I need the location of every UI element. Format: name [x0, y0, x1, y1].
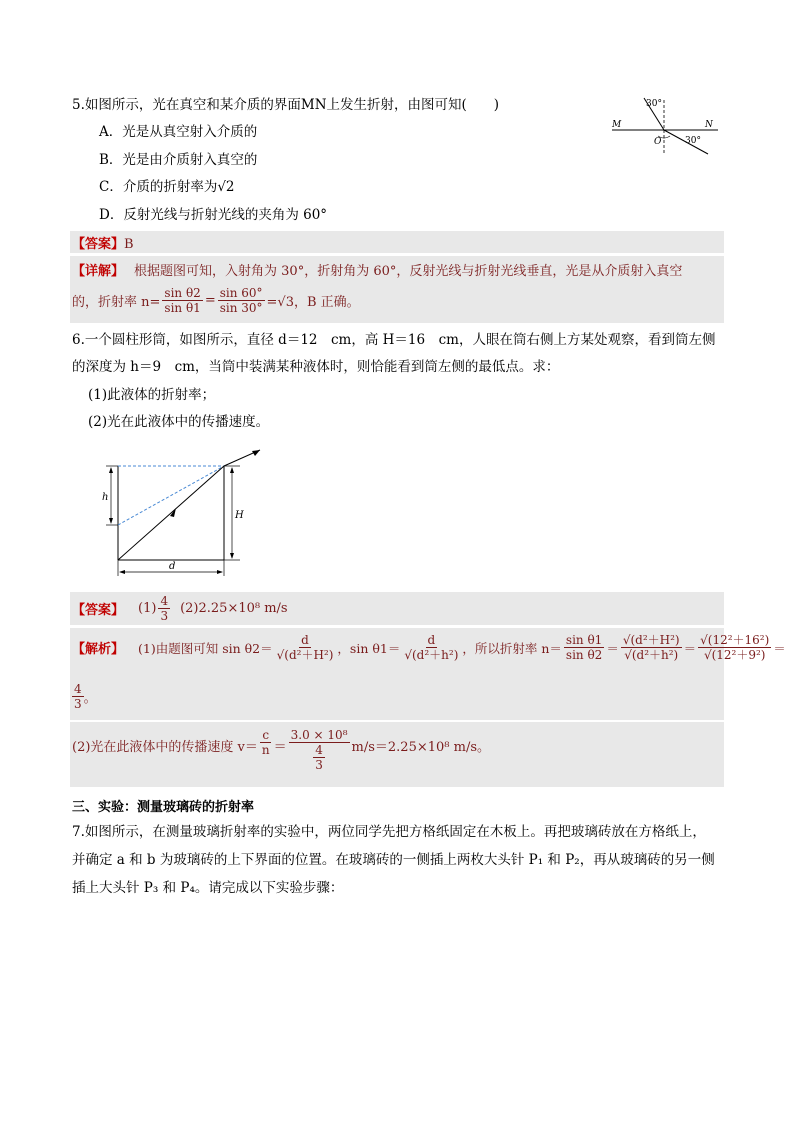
q5-detail-eq: =	[204, 293, 216, 308]
q6-stem-line1: 6.一个圆柱形筒，如图所示，直径 d＝12 cm，高 H＝16 cm，人眼在筒右侧上方某处观察，看到筒左侧	[72, 332, 716, 348]
q5-option-d: D．反射光线与折射光线的夹角为 60°	[99, 207, 328, 223]
q6-an-text-f: ＝	[773, 640, 786, 656]
q5-detail-n-label: 的，折射率 n=	[72, 295, 161, 310]
q5-detail-result: =√3，B 正确。	[266, 295, 360, 310]
q6-speed-text-c: m/s＝2.25×10⁸ m/s。	[351, 740, 490, 755]
q5-option-c: C．介质的折射率为√2	[99, 179, 235, 195]
q6-answer-tag: 【答案】	[72, 603, 125, 618]
q5-answer	[72, 233, 134, 252]
q6-answer-frac: $\frac{4}{3}$	[160, 594, 169, 623]
q5-fig-angle-top: 30°	[646, 99, 662, 109]
q5-detail-frac2: $\frac{\sin 60^\circ}{\sin 30^\circ}$	[219, 286, 263, 315]
q6-an-text-b: ，sin θ1＝	[337, 640, 401, 656]
q6-speed-frac2: 3.0 × 10⁸ 4 3	[290, 728, 348, 772]
q6-an-text-a: (1)由题图可知 sin θ2＝	[138, 640, 273, 656]
q6-an-frac1: $\frac{d}{\text{√(d²＋H²)}}$	[276, 633, 334, 662]
q6-cylinder-figure	[98, 448, 264, 578]
q6-speed-frac1: $\frac{c}{n}$	[261, 728, 270, 757]
section3-title: 三、实验：测量玻璃砖的折射率	[72, 800, 255, 815]
q5-option-b: B．光是由介质射入真空的	[99, 152, 258, 168]
q6-speed-line	[72, 728, 490, 772]
q7-line3: 插上大头针 P₃ 和 P₄。请完成以下实验步骤：	[72, 880, 344, 896]
q6-analysis-line2	[72, 682, 97, 711]
q7-line1: 7.如图所示，在测量玻璃折射率的实验中，两位同学先把方格纸固定在木板上。再把玻璃砖放在方格纸上，	[72, 824, 706, 840]
q5-detail-text: 根据题图可知，入射角为 30°，折射角为 60°，反射光线与折射光线垂直，光是从介质射入真空	[134, 264, 683, 279]
q6-an-result-frac: $\frac{4}{3}$	[74, 682, 82, 711]
q6-analysis-line1	[72, 633, 786, 662]
q5-answer-band	[70, 231, 724, 253]
q5-detail-line1	[72, 260, 682, 279]
q6-an-text-d: ＝	[606, 640, 619, 656]
q5-fig-label-n: N	[705, 120, 713, 130]
q6-an-frac4: $\frac{\text{√(d²＋H²)}}{\text{√(d²＋h²)}}$	[622, 633, 680, 662]
q5-detail-tag: 【详解】	[72, 264, 125, 279]
q6-fig-label-h: h	[102, 492, 109, 503]
q7-line2: 并确定 a 和 b 为玻璃砖的上下界面的位置。在玻璃砖的一侧插上两枚大头针 P₁ 和 P₂，再从玻璃砖的另一侧	[72, 852, 715, 868]
q6-speed-text-b: ＝	[273, 740, 287, 755]
q6-answer-part1-label: (1)	[138, 601, 157, 616]
q6-sub2: (2)光在此液体中的传播速度。	[88, 414, 270, 430]
q6-speed-text-a: (2)光在此液体中的传播速度 v＝	[72, 740, 258, 755]
q6-an-frac5: $\frac{\text{√(12²＋16²)}}{\text{√(12²＋9²)}}$	[700, 633, 770, 662]
q6-analysis-tag: 【解析】	[72, 642, 125, 657]
q6-an-frac2: $\frac{d}{\text{√(d²＋h²)}}$	[404, 633, 459, 662]
q6-fig-label-d: d	[169, 561, 176, 572]
q6-answer-part2: (2)2.25×10⁸ m/s	[180, 601, 288, 616]
q6-an-result-tail: 。	[83, 691, 97, 706]
q5-fig-label-o: O	[654, 137, 662, 147]
q5-detail-frac1: $\frac{\text{sin θ2}}{\text{sin θ1}}$	[164, 286, 201, 315]
q6-answer	[72, 594, 288, 623]
q5-fig-angle-bottom: 30°	[685, 136, 701, 146]
q6-an-text-e: ＝	[683, 640, 697, 656]
q6-stem-line2: 的深度为 h＝9 cm，当筒中装满某种液体时，则恰能看到筒左侧的最低点。求：	[72, 359, 560, 375]
q5-detail-line2	[72, 286, 360, 315]
q5-option-a: A．光是从真空射入介质的	[99, 124, 258, 140]
q5-answer-tag: 【答案】	[72, 237, 125, 252]
q6-an-frac3: $\frac{\text{sin θ1}}{\text{sin θ2}}$	[565, 633, 603, 662]
q5-stem: 5.如图所示，光在真空和某介质的界面MN上发生折射，由图可知( )	[72, 97, 500, 113]
q6-sub1: (1)此液体的折射率；	[88, 387, 216, 403]
q6-fig-label-H: H	[235, 510, 244, 521]
q5-fig-label-m: M	[612, 120, 622, 130]
q5-refraction-figure	[606, 92, 724, 158]
q6-an-text-c: ，所以折射率 n＝	[462, 640, 562, 656]
q5-answer-value: B	[124, 237, 134, 252]
